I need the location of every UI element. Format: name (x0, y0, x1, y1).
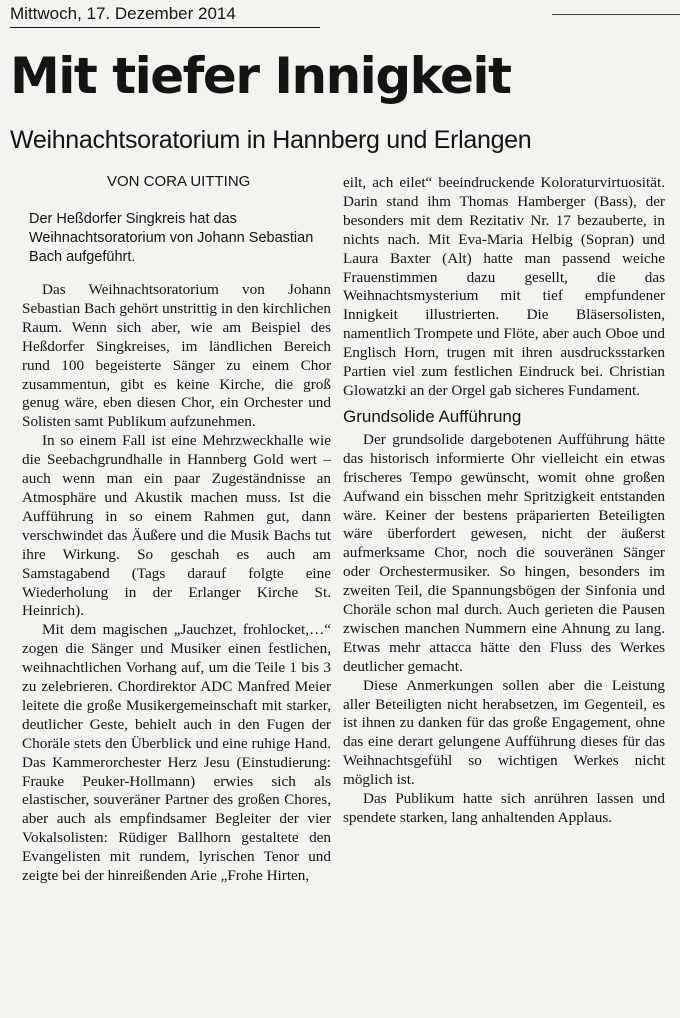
body-paragraph: Das Publikum hatte sich anrühren lassen und spendete starken, lang anhaltenden Applaus. (343, 790, 665, 826)
article-column-left (22, 281, 331, 886)
headline: Mit tiefer Innigkeit (10, 47, 511, 105)
body-paragraph: Das Weihnachtsoratorium von Johann Sebastian Bach gehört unstrittig in den kirchlichen Raum. Wenn sich aber, wie am Beispiel des Heßdorfer Singkreises, im ländlichen Bereich rund 100 begeisterte Sänger zu einem Chor zusammentun, gibt es keine Kirche, die groß genug wäre, eben diesen Chor, ein Orchester und Solisten samt Publikum aufzunehmen. (22, 281, 331, 431)
section-subhead: Grundsolide Aufführung (343, 406, 522, 426)
body-paragraph: In so einem Fall ist eine Mehrzweckhalle wie die Seebachgrundhalle in Hannberg Gold wert – auch wenn man ein paar Zugeständnisse an Atmosphäre und Akustik machen muss. Ist die Aufführung in so einem Rahmen gut, dann verschwindet das Äußere und die Musik Bachs tut ihre Wirkung. So geschah es auch am Samstagabend (Tags darauf folgte eine Wiederholung in der Erlanger Kirche St. Heinrich). (22, 432, 331, 620)
subheadline: Weihnachtsoratorium in Hannberg und Erlangen (10, 126, 532, 154)
dateline: Mittwoch, 17. Dezember 2014 (10, 4, 320, 28)
body-paragraph: Diese Anmerkungen sollen aber die Leistung aller Beteiligten nicht herabsetzen, im Gegenteil, es ist ihnen zu danken für das große Engagement, ohne das eine derart gelungene Aufführung dieses für das Weihnachtsgefühl so wichtigen Werkes nicht möglich ist. (343, 676, 665, 789)
lead-paragraph: Der Heßdorfer Singkreis hat das Weihnachtsoratorium von Johann Sebastian Bach aufgeführt. (29, 211, 314, 265)
body-paragraph: Mit dem magischen „Jauchzet, frohlocket,…“ zogen die Sänger und Musiker einen festlichen, weihnachtlichen Vorhang auf, um die Teile 1 bis 3 zu zelebrieren. Chordirektor ADC Manfred Meier leitete die große Musikergemeinschaft mit starker, deutlicher Geste, behielt auch in den Fugen der Choräle stets den Überblick und eine ruhige Hand. Das Kammerorchester Herz Jesu (Einstudierung: Frauke Peuker-Hollmann) erwies sich als elastischer, souveräner Partner des großen Chores, aber auch als empfindsamer Begleiter der vier Vokalsolisten: Rüdiger Ballhorn gestaltete den Evangelisten mit rundem, lyrischen Tenor und zeigte bei der hinreißenden Arie „Frohe Hirten, (22, 621, 331, 885)
corner-rule (552, 0, 680, 15)
body-paragraph: Der grundsolide dargebotenen Aufführung hätte das historisch informierte Ohr vielleicht ein etwas frischeres Tempo gewünscht, womit ohne großen Aufwand ein bisschen mehr Spritzigkeit entstanden wäre. Keiner der bestens präparierten Beteiligten wäre überfordert gewesen, nicht der äußerst aufmerksame Chor, noch die souveränen Sänger oder Orchestermusiker. So hingen, besonders im zweiten Teil, die Spannungsbögen der Sinfonia und Choräle schon mal durch. Auch gerieten die Pausen zwischen manchen Nummern eine Ahnung zu lang. Etwas mehr attacca hätte den Fluss des Werkes deutlicher gemacht. (343, 430, 665, 675)
article-column-right (343, 174, 665, 828)
body-paragraph: eilt, ach eilet“ beeindruckende Koloraturvirtuosität. Darin stand ihm Thomas Hamberger (Bass), der besonders mit dem Rezitativ Nr. 17 bezauberte, in nichts nach. Mit Eva-Maria Helbig (Sopran) und Laura Baxter (Alt) hatte man passend weiche Frauenstimmen dazu gesellt, die das Weihnachtsmysterium mit tief empfundener Innigkeit illustrierten. Die Bläsersolisten, namentlich Trompete und Flöte, aber auch Oboe und Englisch Horn, trugen mit ihren ausdrucksstarken Partien viel zum festlichen Eindruck bei. Christian Glowatzki an der Orgel gab sicheres Fundament. (343, 174, 665, 399)
byline: VON CORA UITTING (107, 173, 251, 190)
